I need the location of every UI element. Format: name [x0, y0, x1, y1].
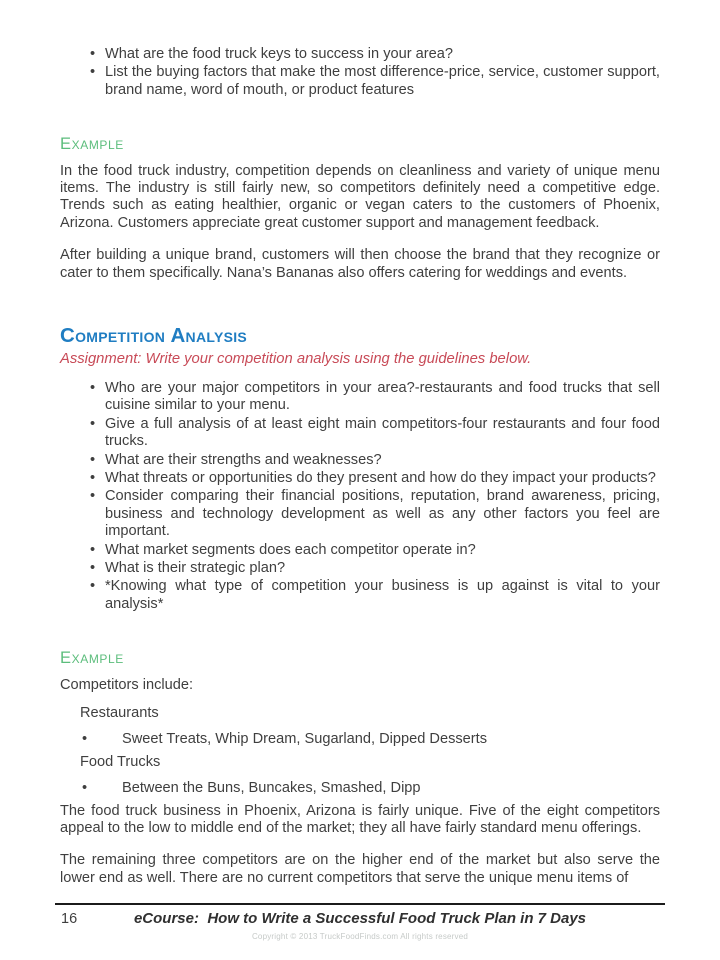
copyright-notice: Copyright © 2013 TruckFoodFinds.com All rights reserved	[251, 932, 469, 941]
footer-row	[55, 910, 665, 929]
example2-paragraph-2: The remaining three competitors are on the higher end of the market but also serve the lower end as well. There are no current competitors that serve the unique menu items of	[60, 852, 660, 886]
assignment-instruction: Assignment: Write your competition analysis using the guidelines below.	[60, 351, 532, 368]
example-heading-2: Example	[60, 649, 124, 668]
list-item: • What is their strategic plan?	[90, 560, 660, 577]
intro-bullet-list	[60, 46, 660, 99]
competition-bullet-list	[60, 380, 660, 613]
section-heading-competition-analysis: Competition Analysis	[60, 324, 248, 348]
list-item: • What are their strengths and weaknesses?	[90, 452, 660, 469]
competitors-intro: Competitors include:	[60, 676, 194, 693]
food-trucks-list	[60, 780, 660, 797]
list-item: • Who are your major competitors in your area?-restaurants and food trucks that sell cuisine similar to your menu.	[90, 380, 660, 415]
divider	[60, 100, 660, 136]
example1-paragraph-2: After building a unique brand, customers will then choose the brand that they recognize or cater to them specifically. Nana’s Bananas also offers catering for weddings and events.	[60, 247, 660, 281]
group-label-restaurants: Restaurants	[80, 704, 159, 721]
example-heading-1: Example	[60, 135, 124, 154]
divider	[60, 614, 660, 650]
example2-paragraph-1: The food truck business in Phoenix, Arizona is fairly unique. Five of the eight competitors appeal to the low to middle end of the market; they all have fairly standard menu offerings.	[60, 802, 660, 836]
footer-title: eCourse: How to Write a Successful Food Truck Plan in 7 Days	[133, 910, 587, 927]
list-item: • Consider comparing their financial positions, reputation, brand awareness, pricing, business and technology development as well as any other factors you feel are important.	[90, 488, 660, 540]
page-number: 16	[61, 911, 78, 927]
list-item: • Sweet Treats, Whip Dream, Sugarland, Dipped Desserts	[82, 731, 660, 748]
page-footer	[55, 903, 665, 941]
list-item: • List the buying factors that make the most difference-price, service, customer support, brand name, word of mouth, or product features	[90, 64, 660, 99]
restaurants-list	[60, 731, 660, 748]
list-item: • What are the food truck keys to success in your area?	[90, 46, 660, 63]
example1-paragraph-1: In the food truck industry, competition depends on cleanliness and variety of unique menu items. The industry is still fairly new, so competitors definitely need a competitive edge. Trends such as eating healthier, organic or vegan caters to the customers of Phoenix, Arizona. Customers appreciate great customer support and management feedback.	[60, 162, 660, 231]
group-label-food-trucks: Food Trucks	[80, 753, 161, 770]
list-item: • Between the Buns, Buncakes, Smashed, Dipp	[82, 780, 660, 797]
list-item: • Give a full analysis of at least eight main competitors-four restaurants and four food trucks.	[90, 416, 660, 451]
divider	[60, 297, 660, 327]
list-item: • *Knowing what type of competition your business is up against is vital to your analysis*	[90, 578, 660, 613]
list-item: • What market segments does each competitor operate in?	[90, 542, 660, 559]
list-item: • What threats or opportunities do they present and how do they impact your products?	[90, 470, 660, 487]
